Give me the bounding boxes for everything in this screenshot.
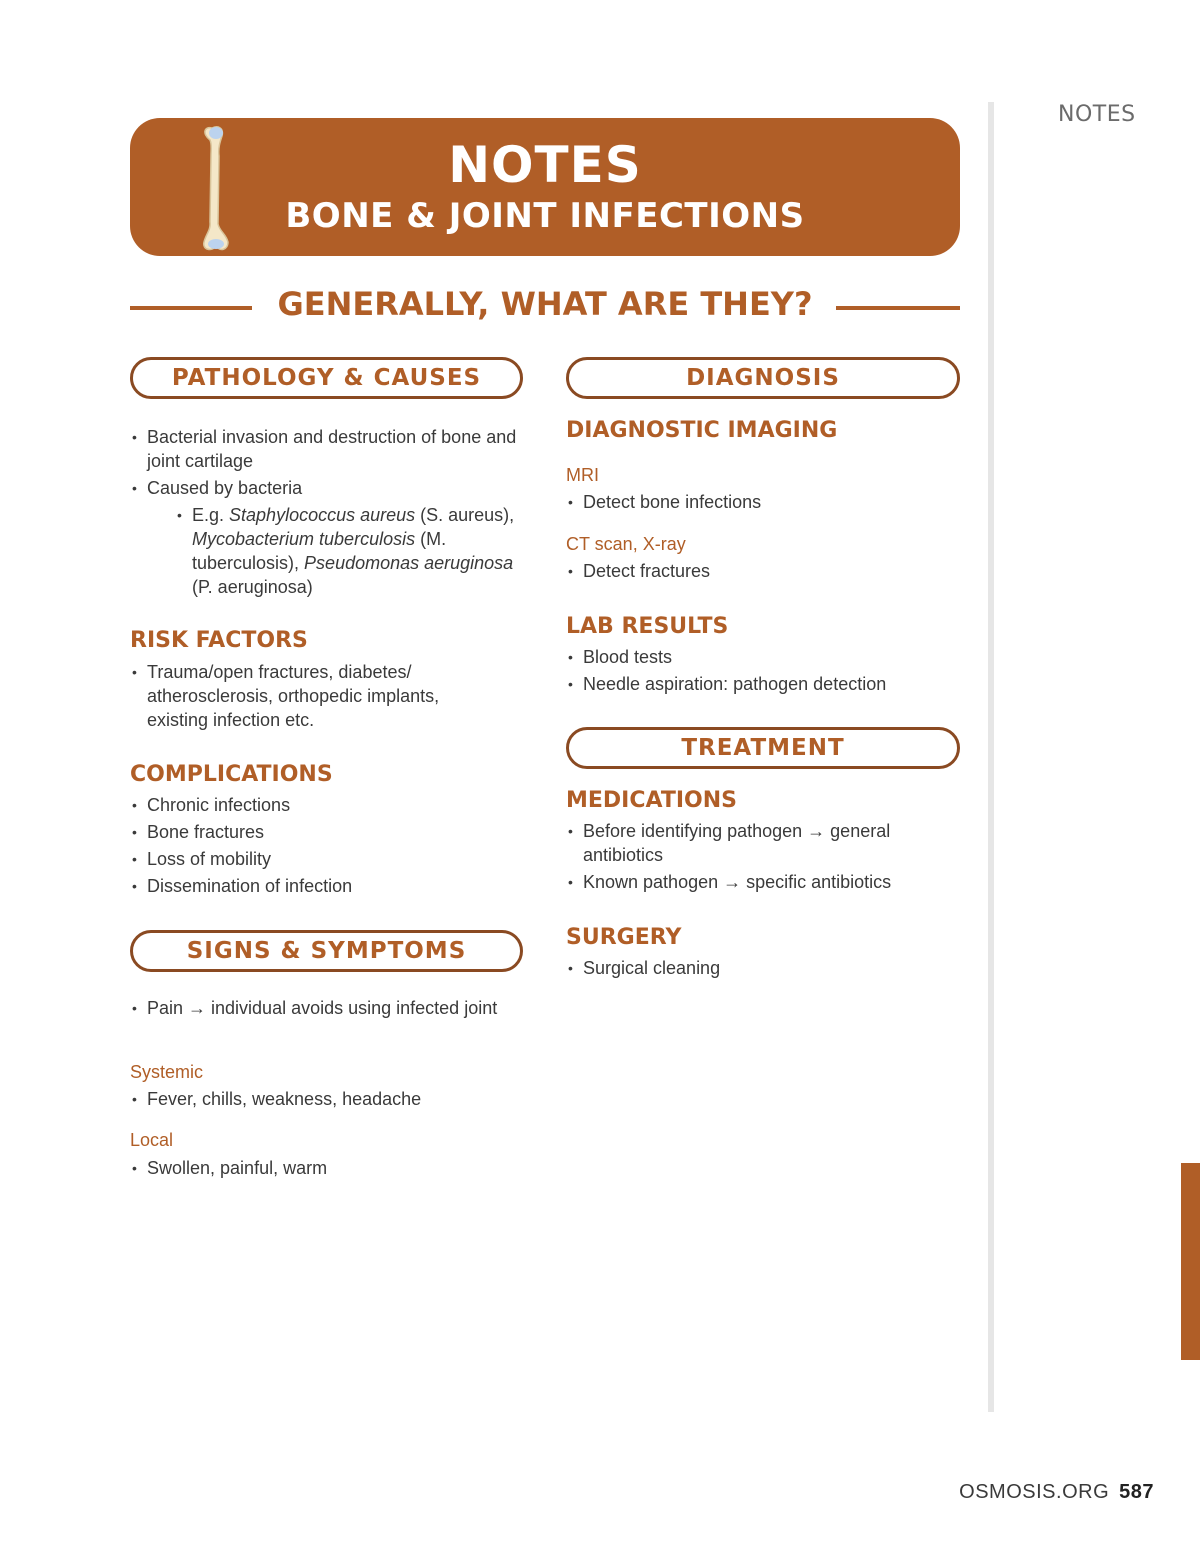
signs-list (130, 996, 510, 1023)
list-item: • Needle aspiration: pathogen detection (566, 672, 956, 696)
species-name: Staphylococcus aureus (229, 505, 416, 525)
risk-heading: RISK FACTORS (130, 628, 308, 653)
banner-subtitle: BONE & JOINT INFECTIONS (285, 196, 805, 236)
list-item: • Detect fractures (566, 559, 946, 583)
ct-list (566, 559, 946, 586)
imaging-heading: DIAGNOSTIC IMAGING (566, 418, 838, 443)
side-tab (1181, 1163, 1200, 1360)
medications-list (566, 819, 936, 897)
species-abbr: (M. tuberculosis), (192, 529, 447, 573)
lab-list (566, 645, 956, 699)
list-item: • Chronic infections (130, 793, 510, 817)
treatment-heading: TREATMENT (566, 727, 960, 769)
list-item: • Swollen, painful, warm (130, 1156, 510, 1180)
banner-title: NOTES (448, 136, 642, 194)
list-item: • Bacterial invasion and destruction of bone and joint cartilage (130, 425, 520, 473)
risk-list (130, 660, 490, 735)
species-abbr: (P. aeruginosa) (192, 577, 313, 597)
medications-heading: MEDICATIONS (566, 788, 737, 813)
pathology-heading: PATHOLOGY & CAUSES (130, 357, 523, 399)
complications-heading: COMPLICATIONS (130, 762, 333, 787)
list-item: • Dissemination of infection (130, 874, 510, 898)
heading-rule-left (130, 306, 252, 310)
list-item: • Bone fractures (130, 820, 510, 844)
mri-label: MRI (566, 465, 599, 485)
lab-heading: LAB RESULTS (566, 614, 729, 639)
complications-list (130, 793, 510, 901)
list-item: • Known pathogen → specific antibiotics (566, 870, 936, 894)
surgery-list (566, 956, 946, 983)
section-heading (130, 285, 960, 331)
list-item: • Surgical cleaning (566, 956, 946, 980)
footer-site: OSMOSIS.ORG (959, 1481, 1110, 1503)
list-item: • Detect bone infections (566, 490, 946, 514)
systemic-label: Systemic (130, 1062, 204, 1082)
header-banner (130, 118, 960, 256)
species-name: Pseudomonas aeruginosa (304, 553, 514, 573)
local-label: Local (130, 1130, 174, 1150)
local-list (130, 1156, 510, 1183)
footer (959, 1481, 1154, 1504)
systemic-list (130, 1087, 510, 1114)
side-label: NOTES (1058, 102, 1136, 127)
list-item: • Blood tests (566, 645, 956, 669)
page-number: 587 (1119, 1481, 1154, 1503)
species-name: Mycobacterium tuberculosis (192, 529, 416, 549)
mri-list (566, 490, 946, 517)
surgery-heading: SURGERY (566, 925, 682, 950)
list-item (130, 476, 520, 599)
list-item-text: Caused by bacteria (147, 478, 303, 498)
list-item: • Before identifying pathogen → general antibiotics (566, 819, 936, 867)
list-item: • Trauma/open fractures, diabetes/ atherosclerosis, orthopedic implants, existing infection etc. (130, 660, 490, 732)
signs-heading: SIGNS & SYMPTOMS (130, 930, 523, 972)
pathology-list (130, 425, 520, 602)
ct-label: CT scan, X-ray (566, 534, 686, 554)
diagnosis-heading: DIAGNOSIS (566, 357, 960, 399)
vertical-divider (988, 102, 994, 1412)
list-item: • Fever, chills, weakness, headache (130, 1087, 510, 1111)
section-heading-text: GENERALLY, WHAT ARE THEY? (277, 285, 813, 323)
species-abbr: (S. aureus), (415, 505, 515, 525)
heading-rule-right (836, 306, 960, 310)
list-item: • Pain → individual avoids using infected joint (130, 996, 510, 1020)
list-item (175, 503, 520, 599)
bacteria-sublist (147, 503, 520, 599)
eg-prefix: E.g. (192, 505, 230, 525)
list-item: • Loss of mobility (130, 847, 510, 871)
